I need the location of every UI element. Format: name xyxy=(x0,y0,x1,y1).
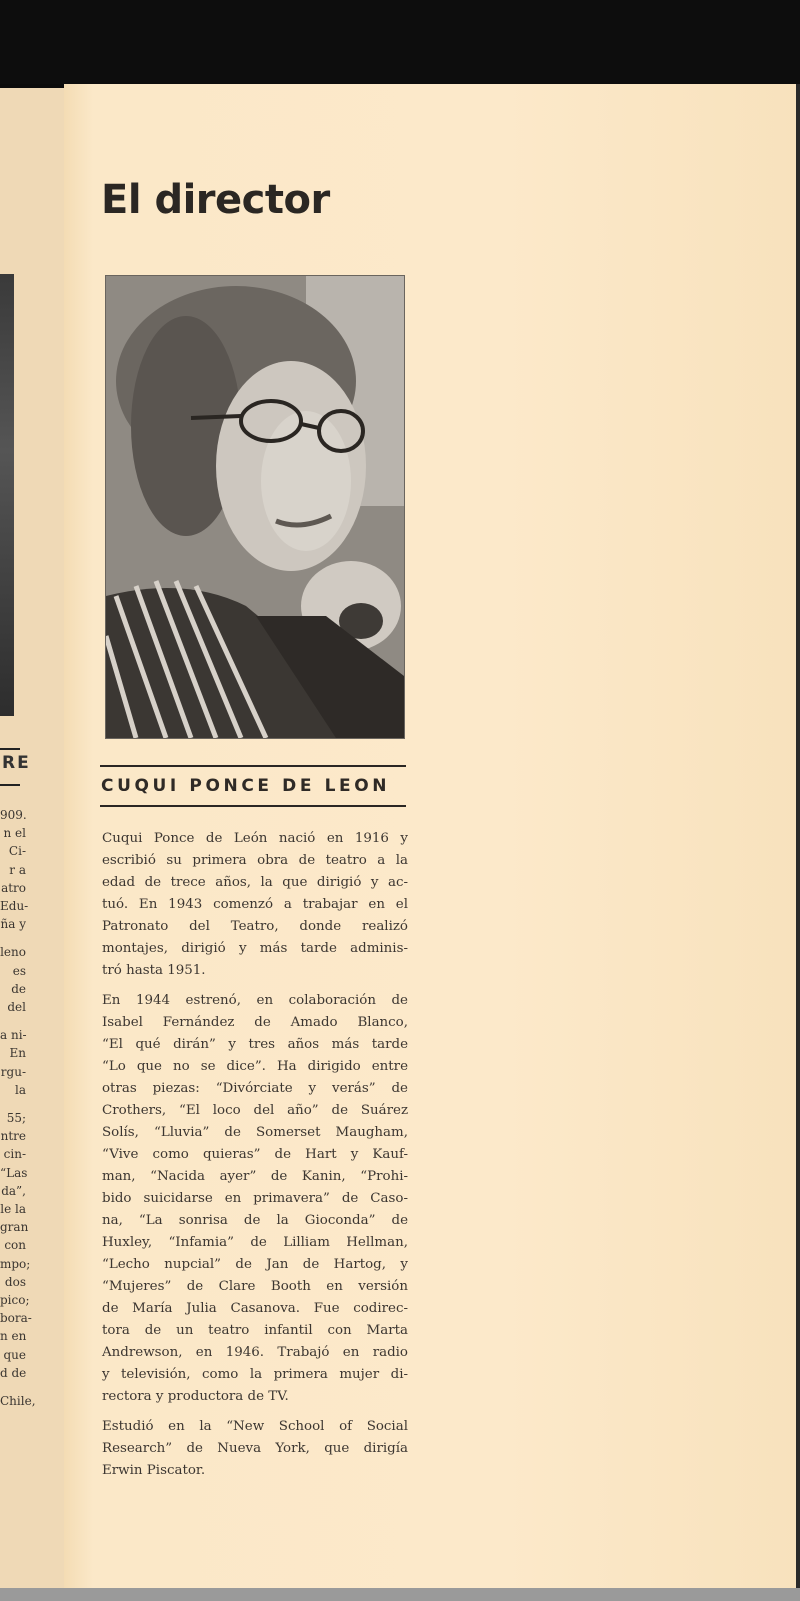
text-line: “Lecho nupcial” de Jan de Hartog, y xyxy=(102,1257,408,1272)
previous-page-line: rgu- xyxy=(0,1064,26,1079)
previous-page-line: da”, xyxy=(1,1183,26,1198)
previous-page-line: bora- xyxy=(0,1311,32,1326)
biography-paragraph xyxy=(102,1416,408,1482)
previous-page-line: la xyxy=(15,1082,26,1097)
previous-page-rule xyxy=(0,748,20,750)
text-line: tró hasta 1951. xyxy=(102,963,206,978)
text-line: Crothers, “El loco del año” de Suárez xyxy=(102,1103,408,1118)
previous-page-line: que xyxy=(3,1347,26,1362)
previous-page-line: cin- xyxy=(3,1147,26,1162)
text-line: rectora y productora de TV. xyxy=(102,1389,289,1404)
previous-page-line: ntre xyxy=(0,1129,26,1144)
previous-page-line: dos xyxy=(4,1274,26,1289)
text-line: Estudió en la “New School of Social xyxy=(102,1419,408,1434)
previous-page-line: Edu- xyxy=(0,899,29,914)
text-line: Solís, “Lluvia” de Somerset Maugham, xyxy=(102,1125,408,1140)
page-title: El director xyxy=(101,177,330,223)
document-page xyxy=(64,84,796,1588)
text-line: Cuqui Ponce de León nació en 1916 y xyxy=(102,831,408,846)
portrait-illustration xyxy=(106,276,404,738)
previous-page-line: Ci- xyxy=(8,844,26,859)
biography-text xyxy=(102,828,408,1490)
previous-page-line: de xyxy=(11,981,26,996)
previous-page-line: gran xyxy=(0,1220,29,1235)
text-line: tuó. En 1943 comenzó a trabajar en el xyxy=(102,897,408,912)
text-line: “Vive como quieras” de Hart y Kauf- xyxy=(102,1147,408,1162)
previous-page-line: es xyxy=(12,963,26,978)
text-line: montajes, dirigió y más tarde adminis- xyxy=(102,941,408,956)
heading-rule-top xyxy=(100,765,406,767)
text-line: Research” de Nueva York, que dirigía xyxy=(102,1441,408,1456)
text-line: Erwin Piscator. xyxy=(102,1463,206,1478)
text-line: y televisión, como la primera mujer di- xyxy=(102,1367,408,1382)
previous-page-line: n en xyxy=(0,1329,27,1344)
text-line: “El qué dirán” y tres años más tarde xyxy=(102,1037,408,1052)
previous-page-line: del xyxy=(7,1000,26,1015)
text-line: otras piezas: “Divórciate y verás” de xyxy=(102,1081,408,1096)
text-line: bido suicidarse en primavera” de Caso- xyxy=(102,1191,408,1206)
previous-page-line: le la xyxy=(0,1202,26,1217)
biography-paragraph xyxy=(102,828,408,982)
previous-page-line: leno xyxy=(0,945,26,960)
previous-page-line: r a xyxy=(9,862,26,877)
page-edge xyxy=(796,84,800,1588)
person-name-heading: CUQUI PONCE DE LEON xyxy=(101,776,391,796)
previous-page-rule xyxy=(0,784,20,786)
previous-page-line: con xyxy=(4,1238,26,1253)
text-line: Patronato del Teatro, donde realizó xyxy=(102,919,408,934)
previous-page-line: En xyxy=(9,1046,26,1061)
previous-page-line: atro xyxy=(1,880,26,895)
text-line: “Lo que no se dice”. Ha dirigido entre xyxy=(102,1059,408,1074)
biography-paragraph xyxy=(102,990,408,1408)
previous-page-heading: RE xyxy=(2,753,31,773)
text-line: de María Julia Casanova. Fue codirec- xyxy=(102,1301,408,1316)
portrait-photo xyxy=(105,275,405,739)
text-line: En 1944 estrenó, en colaboración de xyxy=(102,993,408,1008)
text-line: tora de un teatro infantil con Marta xyxy=(102,1323,408,1338)
previous-page-line: 909. xyxy=(0,808,27,822)
previous-page-edge xyxy=(0,88,66,1588)
text-line: “Mujeres” de Clare Booth en versión xyxy=(102,1279,408,1294)
previous-page-line: Chile, xyxy=(0,1394,36,1409)
scanner-background-top xyxy=(0,0,800,84)
heading-rule-bottom xyxy=(100,805,406,807)
previous-page-line: pico; xyxy=(0,1293,30,1308)
previous-page-text xyxy=(0,806,36,1410)
text-line: Andrewson, en 1946. Trabajó en radio xyxy=(102,1345,408,1360)
previous-page-line: a ni- xyxy=(0,1028,27,1043)
previous-page-line: n el xyxy=(3,826,26,841)
previous-page-line: mpo; xyxy=(0,1256,31,1271)
previous-page-photo xyxy=(0,274,14,716)
previous-page-line: 55; xyxy=(6,1111,26,1126)
text-line: man, “Nacida ayer” de Kanin, “Prohi- xyxy=(102,1169,408,1184)
previous-page-line: ña y xyxy=(0,917,26,932)
text-line: edad de trece años, la que dirigió y ac- xyxy=(102,875,408,890)
scanner-background-bottom xyxy=(0,1588,800,1601)
text-line: Isabel Fernández de Amado Blanco, xyxy=(102,1015,408,1030)
previous-page-line: d de xyxy=(0,1365,27,1380)
previous-page-line: “Las xyxy=(0,1165,28,1180)
text-line: escribió su primera obra de teatro a la xyxy=(102,853,408,868)
text-line: Huxley, “Infamia” de Lilliam Hellman, xyxy=(102,1235,408,1250)
text-line: na, “La sonrisa de la Gioconda” de xyxy=(102,1213,408,1228)
